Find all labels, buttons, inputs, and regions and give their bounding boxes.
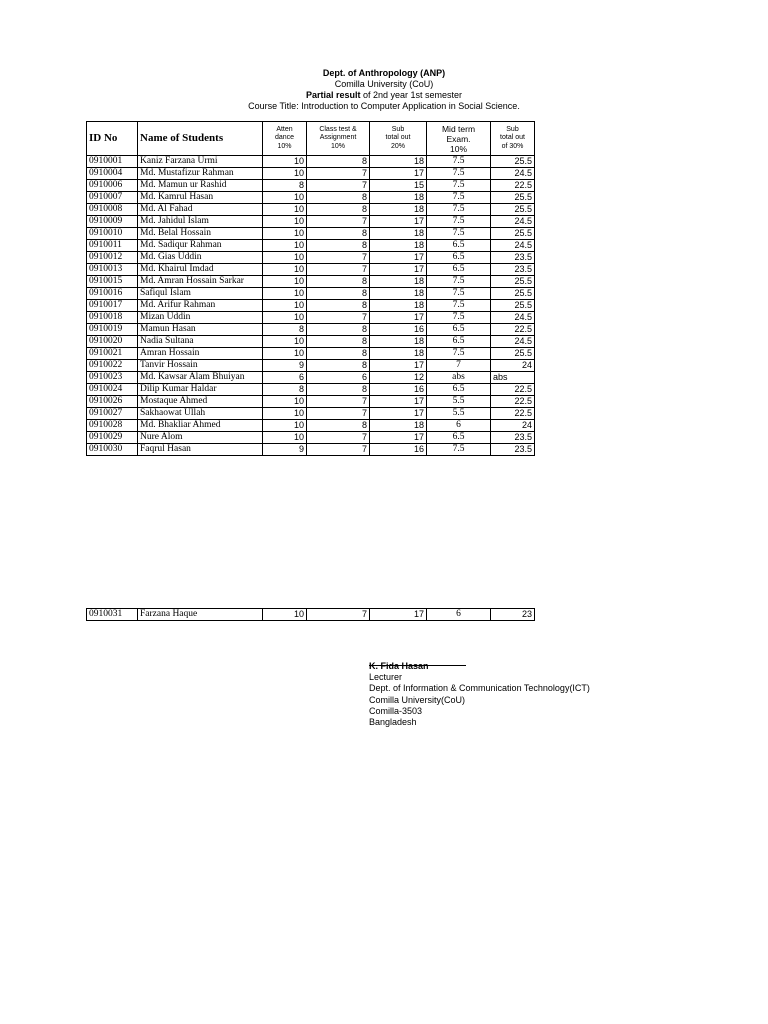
cell-subtotal-20: 18 xyxy=(370,276,427,288)
cell-subtotal-30: 24 xyxy=(491,420,535,432)
cell-id: 0910029 xyxy=(87,432,138,444)
cell-mid-term: 6.5 xyxy=(427,240,491,252)
signature-university: Comilla University(CoU) xyxy=(369,694,466,705)
cell-subtotal-30: 25.5 xyxy=(491,276,535,288)
cell-mid-term: 7.5 xyxy=(427,192,491,204)
cell-mid-term: 6.5 xyxy=(427,432,491,444)
cell-name: Md. Bhakliar Ahmed xyxy=(138,420,263,432)
signature-title: Lecturer xyxy=(369,672,403,683)
cell-class-test: 7 xyxy=(307,312,370,324)
table-row xyxy=(87,336,535,348)
cell-attendance: 10 xyxy=(263,312,307,324)
cell-class-test: 7 xyxy=(307,609,370,621)
table-row xyxy=(87,324,535,336)
cell-mid-term: 5.5 xyxy=(427,396,491,408)
header-dept: Dept. of Anthropology (ANP) xyxy=(322,68,446,78)
cell-attendance: 10 xyxy=(263,348,307,360)
table-row xyxy=(87,228,535,240)
cell-name: Faqrul Hasan xyxy=(138,444,263,456)
cell-class-test: 7 xyxy=(307,216,370,228)
col-header-class-test: Class test & Assignment 10% xyxy=(307,122,370,156)
cell-id: 0910010 xyxy=(87,228,138,240)
cell-subtotal-30: 25.5 xyxy=(491,192,535,204)
table-row xyxy=(87,312,535,324)
cell-attendance: 10 xyxy=(263,300,307,312)
cell-attendance: 10 xyxy=(263,168,307,180)
cell-id: 0910015 xyxy=(87,276,138,288)
cell-class-test: 8 xyxy=(307,156,370,168)
cell-mid-term: 6.5 xyxy=(427,336,491,348)
cell-id: 0910021 xyxy=(87,348,138,360)
cell-subtotal-20: 17 xyxy=(370,252,427,264)
cell-subtotal-30: 23.5 xyxy=(491,264,535,276)
cell-id: 0910023 xyxy=(87,372,138,384)
cell-name: Md. Al Fahad xyxy=(138,204,263,216)
cell-mid-term: 6.5 xyxy=(427,384,491,396)
cell-mid-term: 7.5 xyxy=(427,348,491,360)
table-row xyxy=(87,276,535,288)
signature-country: Bangladesh xyxy=(369,717,417,728)
cell-attendance: 10 xyxy=(263,276,307,288)
cell-subtotal-20: 17 xyxy=(370,408,427,420)
table-row xyxy=(87,180,535,192)
cell-name: Md. Mamun ur Rashid xyxy=(138,180,263,192)
cell-subtotal-30: 23 xyxy=(491,609,535,621)
table-row xyxy=(87,204,535,216)
cell-name: Safiqul Islam xyxy=(138,288,263,300)
cell-class-test: 8 xyxy=(307,324,370,336)
table-row xyxy=(87,360,535,372)
cell-subtotal-20: 12 xyxy=(370,372,427,384)
cell-class-test: 7 xyxy=(307,252,370,264)
cell-class-test: 8 xyxy=(307,192,370,204)
cell-attendance: 8 xyxy=(263,324,307,336)
cell-id: 0910012 xyxy=(87,252,138,264)
cell-subtotal-20: 18 xyxy=(370,156,427,168)
cell-class-test: 7 xyxy=(307,444,370,456)
cell-name: Sakhaowat Ullah xyxy=(138,408,263,420)
cell-subtotal-20: 18 xyxy=(370,240,427,252)
cell-subtotal-20: 17 xyxy=(370,312,427,324)
cell-id: 0910018 xyxy=(87,312,138,324)
cell-subtotal-30: 25.5 xyxy=(491,348,535,360)
results-table xyxy=(86,121,535,456)
table-row xyxy=(87,288,535,300)
cell-id: 0910020 xyxy=(87,336,138,348)
cell-subtotal-30: 22.5 xyxy=(491,396,535,408)
header-partial-result: Partial result of 2nd year 1st semester xyxy=(305,90,463,100)
cell-class-test: 7 xyxy=(307,432,370,444)
cell-mid-term: 6 xyxy=(427,420,491,432)
cell-mid-term: 7.5 xyxy=(427,168,491,180)
cell-subtotal-20: 18 xyxy=(370,288,427,300)
cell-id: 0910017 xyxy=(87,300,138,312)
extra-results-table xyxy=(86,608,535,621)
cell-attendance: 10 xyxy=(263,432,307,444)
table-row xyxy=(87,408,535,420)
table-row xyxy=(87,444,535,456)
cell-subtotal-20: 18 xyxy=(370,420,427,432)
cell-subtotal-20: 17 xyxy=(370,360,427,372)
cell-class-test: 7 xyxy=(307,180,370,192)
table-row xyxy=(87,156,535,168)
table-header-row xyxy=(87,122,535,156)
cell-subtotal-30: 22.5 xyxy=(491,324,535,336)
cell-attendance: 10 xyxy=(263,252,307,264)
cell-attendance: 8 xyxy=(263,180,307,192)
table-row xyxy=(87,240,535,252)
cell-class-test: 8 xyxy=(307,384,370,396)
cell-name: Tanvir Hossain xyxy=(138,360,263,372)
cell-subtotal-30: 25.5 xyxy=(491,300,535,312)
cell-subtotal-30: 24.5 xyxy=(491,312,535,324)
cell-subtotal-20: 17 xyxy=(370,216,427,228)
cell-mid-term: 7.5 xyxy=(427,180,491,192)
cell-name: Nure Alom xyxy=(138,432,263,444)
cell-id: 0910008 xyxy=(87,204,138,216)
cell-id: 0910022 xyxy=(87,360,138,372)
cell-subtotal-30: 22.5 xyxy=(491,384,535,396)
cell-attendance: 10 xyxy=(263,336,307,348)
signature-name: K. Fida Hasan xyxy=(369,661,429,671)
cell-name: Md. Mustafizur Rahman xyxy=(138,168,263,180)
table-row xyxy=(87,372,535,384)
table-row xyxy=(87,396,535,408)
cell-subtotal-30: 24.5 xyxy=(491,168,535,180)
cell-class-test: 8 xyxy=(307,300,370,312)
table-row xyxy=(87,432,535,444)
cell-subtotal-30: 23.5 xyxy=(491,444,535,456)
cell-subtotal-30: 22.5 xyxy=(491,408,535,420)
table-row xyxy=(87,384,535,396)
cell-class-test: 8 xyxy=(307,240,370,252)
col-header-subtotal-20: Sub total out 20% xyxy=(370,122,427,156)
cell-attendance: 9 xyxy=(263,360,307,372)
cell-name: Md. Sadiqur Rahman xyxy=(138,240,263,252)
cell-class-test: 8 xyxy=(307,288,370,300)
cell-id: 0910030 xyxy=(87,444,138,456)
cell-class-test: 8 xyxy=(307,420,370,432)
cell-id: 0910006 xyxy=(87,180,138,192)
cell-name: Md. Amran Hossain Sarkar xyxy=(138,276,263,288)
cell-subtotal-30: 22.5 xyxy=(491,180,535,192)
cell-class-test: 8 xyxy=(307,348,370,360)
cell-attendance: 9 xyxy=(263,444,307,456)
cell-mid-term: 7.5 xyxy=(427,444,491,456)
col-header-subtotal-30: Sub total out of 30% xyxy=(491,122,535,156)
cell-attendance: 10 xyxy=(263,156,307,168)
cell-subtotal-20: 18 xyxy=(370,192,427,204)
signature-block xyxy=(369,661,590,728)
cell-mid-term: 6.5 xyxy=(427,324,491,336)
cell-subtotal-20: 16 xyxy=(370,324,427,336)
cell-name: Md. Arifur Rahman xyxy=(138,300,263,312)
cell-mid-term: 7.5 xyxy=(427,276,491,288)
cell-subtotal-20: 17 xyxy=(370,168,427,180)
cell-attendance: 10 xyxy=(263,216,307,228)
cell-name: Md. Kamrul Hasan xyxy=(138,192,263,204)
header-university: Comilla University (CoU) xyxy=(334,79,434,89)
col-header-name: Name of Students xyxy=(138,122,263,156)
cell-id: 0910013 xyxy=(87,264,138,276)
cell-name: Kaniz Farzana Urmi xyxy=(138,156,263,168)
cell-class-test: 6 xyxy=(307,372,370,384)
cell-id: 0910024 xyxy=(87,384,138,396)
cell-mid-term: abs xyxy=(427,372,491,384)
cell-name: Mamun Hasan xyxy=(138,324,263,336)
cell-name: Md. Jahidul Islam xyxy=(138,216,263,228)
cell-class-test: 8 xyxy=(307,276,370,288)
cell-mid-term: 7 xyxy=(427,360,491,372)
cell-name: Md. Belal Hossain xyxy=(138,228,263,240)
cell-id: 0910016 xyxy=(87,288,138,300)
table-row xyxy=(87,192,535,204)
cell-attendance: 10 xyxy=(263,204,307,216)
cell-id: 0910011 xyxy=(87,240,138,252)
cell-name: Mostaque Ahmed xyxy=(138,396,263,408)
cell-mid-term: 7.5 xyxy=(427,156,491,168)
cell-subtotal-20: 17 xyxy=(370,609,427,621)
signature-city: Comilla-3503 xyxy=(369,705,423,716)
col-header-attendance: Atten dance 10% xyxy=(263,122,307,156)
cell-id: 0910027 xyxy=(87,408,138,420)
cell-subtotal-30: abs xyxy=(491,372,535,384)
cell-id: 0910001 xyxy=(87,156,138,168)
table-row xyxy=(87,216,535,228)
cell-id: 0910009 xyxy=(87,216,138,228)
cell-attendance: 10 xyxy=(263,264,307,276)
cell-name: Dilip Kumar Haldar xyxy=(138,384,263,396)
cell-name: Nadia Sultana xyxy=(138,336,263,348)
cell-attendance: 10 xyxy=(263,288,307,300)
cell-name: Md. Khairul Imdad xyxy=(138,264,263,276)
cell-attendance: 10 xyxy=(263,192,307,204)
cell-mid-term: 7.5 xyxy=(427,312,491,324)
cell-mid-term: 6.5 xyxy=(427,264,491,276)
cell-class-test: 7 xyxy=(307,264,370,276)
cell-id: 0910028 xyxy=(87,420,138,432)
table-row xyxy=(87,348,535,360)
signature-dept: Dept. of Information & Communication Technology(ICT) xyxy=(369,683,590,694)
cell-attendance: 6 xyxy=(263,372,307,384)
table-row xyxy=(87,168,535,180)
col-header-id: ID No xyxy=(87,122,138,156)
cell-mid-term: 7.5 xyxy=(427,204,491,216)
cell-attendance: 10 xyxy=(263,408,307,420)
cell-subtotal-20: 16 xyxy=(370,444,427,456)
cell-id: 0910026 xyxy=(87,396,138,408)
cell-subtotal-30: 25.5 xyxy=(491,228,535,240)
table-row xyxy=(87,264,535,276)
results-table-body xyxy=(87,156,535,456)
table-row xyxy=(87,420,535,432)
cell-subtotal-30: 25.5 xyxy=(491,288,535,300)
cell-class-test: 7 xyxy=(307,168,370,180)
cell-id: 0910004 xyxy=(87,168,138,180)
cell-subtotal-20: 18 xyxy=(370,300,427,312)
table-row xyxy=(87,300,535,312)
cell-attendance: 10 xyxy=(263,228,307,240)
cell-id: 0910007 xyxy=(87,192,138,204)
cell-class-test: 7 xyxy=(307,408,370,420)
cell-subtotal-30: 23.5 xyxy=(491,432,535,444)
cell-id: 0910031 xyxy=(87,609,138,621)
cell-subtotal-20: 18 xyxy=(370,348,427,360)
cell-subtotal-30: 24.5 xyxy=(491,216,535,228)
cell-subtotal-30: 23.5 xyxy=(491,252,535,264)
cell-attendance: 10 xyxy=(263,420,307,432)
cell-subtotal-30: 25.5 xyxy=(491,156,535,168)
cell-name: Md. Kawsar Alam Bhuiyan xyxy=(138,372,263,384)
cell-subtotal-20: 15 xyxy=(370,180,427,192)
cell-subtotal-20: 17 xyxy=(370,264,427,276)
cell-name: Farzana Haque xyxy=(138,609,263,621)
cell-class-test: 8 xyxy=(307,360,370,372)
cell-mid-term: 5.5 xyxy=(427,408,491,420)
cell-subtotal-30: 24 xyxy=(491,360,535,372)
cell-name: Amran Hossain xyxy=(138,348,263,360)
cell-name: Md. Gias Uddin xyxy=(138,252,263,264)
cell-attendance: 10 xyxy=(263,609,307,621)
cell-class-test: 8 xyxy=(307,228,370,240)
cell-mid-term: 7.5 xyxy=(427,300,491,312)
cell-subtotal-30: 24.5 xyxy=(491,336,535,348)
table-row xyxy=(87,609,535,621)
cell-subtotal-20: 18 xyxy=(370,336,427,348)
cell-subtotal-20: 17 xyxy=(370,432,427,444)
header-course-title: Course Title: Introduction to Computer Application in Social Science. xyxy=(248,101,520,111)
col-header-mid-term: Mid term Exam. 10% xyxy=(427,122,491,156)
cell-subtotal-20: 17 xyxy=(370,396,427,408)
cell-mid-term: 7.5 xyxy=(427,288,491,300)
cell-class-test: 8 xyxy=(307,336,370,348)
cell-subtotal-20: 18 xyxy=(370,204,427,216)
cell-attendance: 8 xyxy=(263,384,307,396)
cell-subtotal-20: 16 xyxy=(370,384,427,396)
cell-class-test: 7 xyxy=(307,396,370,408)
cell-mid-term: 7.5 xyxy=(427,228,491,240)
cell-subtotal-30: 24.5 xyxy=(491,240,535,252)
cell-id: 0910019 xyxy=(87,324,138,336)
cell-attendance: 10 xyxy=(263,396,307,408)
cell-subtotal-30: 25.5 xyxy=(491,204,535,216)
cell-name: Mizan Uddin xyxy=(138,312,263,324)
cell-subtotal-20: 18 xyxy=(370,228,427,240)
table-row xyxy=(87,252,535,264)
cell-mid-term: 6 xyxy=(427,609,491,621)
cell-mid-term: 6.5 xyxy=(427,252,491,264)
cell-attendance: 10 xyxy=(263,240,307,252)
cell-class-test: 8 xyxy=(307,204,370,216)
cell-mid-term: 7.5 xyxy=(427,216,491,228)
